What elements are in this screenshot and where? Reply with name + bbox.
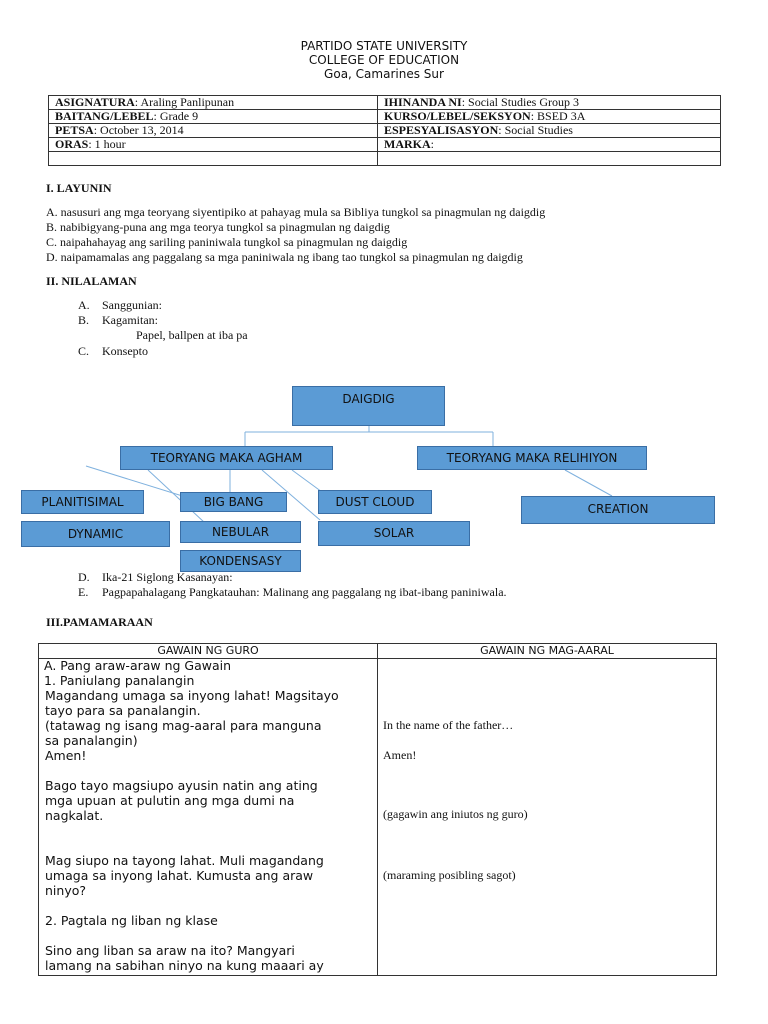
content-konsepto: Konsepto	[102, 344, 148, 358]
diagram-node-nebular: NEBULAR	[180, 521, 301, 543]
guro-line: Magandang umaga sa inyong lahat! Magsitayo	[45, 688, 339, 703]
content-letter-a: A.	[78, 298, 90, 312]
guro-line: umaga sa inyong lahat. Kumusta ang araw	[45, 868, 314, 883]
objective-c: C. naipahahayag ang sariling paniniwala tungkol sa pinagmulan ng daigdig	[46, 235, 408, 249]
guro-line: tayo para sa panalangin.	[45, 703, 201, 718]
column-divider	[377, 644, 378, 975]
content-letter-e: E.	[78, 585, 89, 599]
diagram-node-maka-relihiyon: TEORYANG MAKA RELIHIYON	[417, 446, 647, 470]
content-letter-d: D.	[78, 570, 90, 584]
column-header-mag-aaral: GAWAIN NG MAG-AARAL	[480, 644, 614, 657]
guro-line: ninyo?	[45, 883, 86, 898]
guro-line: 2. Pagtala ng liban ng klase	[45, 913, 218, 928]
info-cell: PETSA: October 13, 2014	[49, 124, 378, 138]
content-letter-b: B.	[78, 313, 90, 327]
content-siglong-kasanayan: Ika-21 Siglong Kasanayan:	[102, 570, 233, 584]
content-letter-c: C.	[78, 344, 90, 358]
info-cell: ESPESYALISASYON: Social Studies	[378, 124, 721, 138]
content-kagamitan-items: Papel, ballpen at iba pa	[136, 328, 248, 342]
info-cell: IHINANDA NI: Social Studies Group 3	[378, 96, 721, 110]
section-title-pamamaraan: III.PAMAMARAAN	[46, 615, 153, 629]
guro-line: (tatawag ng isang mag-aaral para manguna	[45, 718, 322, 733]
info-cell: MARKA:	[378, 138, 721, 152]
section-title-layunin: I. LAYUNIN	[46, 181, 112, 195]
info-cell: KURSO/LEBEL/SEKSYON: BSED 3A	[378, 110, 721, 124]
aaral-line: (gagawin ang iniutos ng guro)	[383, 807, 528, 821]
location: Goa, Camarines Sur	[324, 67, 444, 81]
info-cell: ASIGNATURA: Araling Panlipunan	[49, 96, 378, 110]
guro-line: Sino ang liban sa araw na ito? Mangyari	[45, 943, 295, 958]
diagram-node-big-bang: BIG BANG	[180, 492, 287, 512]
info-cell: BAITANG/LEBEL: Grade 9	[49, 110, 378, 124]
guro-line: Bago tayo magsiupo ayusin natin ang ating	[45, 778, 318, 793]
aaral-line: In the name of the father…	[383, 718, 514, 732]
guro-line: nagkalat.	[45, 808, 104, 823]
guro-line: mga upuan at pulutin ang mga dumi na	[45, 793, 295, 808]
objective-a: A. nasusuri ang mga teoryang siyentipiko at pahayag mula sa Bibliya tungkol sa pinagmulan ng daigdig	[46, 205, 546, 219]
diagram-root-daigdig: DAIGDIG	[292, 386, 445, 426]
content-sanggunian: Sanggunian:	[102, 298, 162, 312]
aaral-line: Amen!	[383, 748, 417, 762]
content-pagpapahalaga: Pagpapahalagang Pangkatauhan: Malinang ang paggalang ng ibat-ibang paniniwala.	[102, 585, 507, 599]
diagram-node-dynamic: DYNAMIC	[21, 521, 170, 547]
content-kagamitan: Kagamitan:	[102, 313, 158, 327]
objective-b: B. nabibigyang-puna ang mga teorya tungkol sa pinagmulan ng daigdig	[46, 220, 390, 234]
guro-line: Amen!	[45, 748, 87, 763]
diagram-node-planitisimal: PLANITISIMAL	[21, 490, 144, 514]
section-title-nilalaman: II. NILALAMAN	[46, 274, 137, 288]
guro-line: A. Pang araw-araw ng Gawain	[44, 658, 232, 673]
college-name: COLLEGE OF EDUCATION	[308, 53, 460, 67]
diagram-node-solar: SOLAR	[318, 521, 470, 546]
objective-d: D. naipamamalas ang paggalang sa mga paniniwala ng ibang tao tungkol sa pinagmulan ng daigdig	[46, 250, 523, 264]
guro-line: Mag siupo na tayong lahat. Muli magandang	[45, 853, 324, 868]
diagram-node-creation: CREATION	[521, 496, 715, 524]
guro-line: lamang na sabihan ninyo na kung maaari ay	[45, 958, 324, 973]
guro-line: sa panalangin)	[45, 733, 138, 748]
diagram-node-maka-agham: TEORYANG MAKA AGHAM	[120, 446, 333, 470]
diagram-node-dust-cloud: DUST CLOUD	[318, 490, 432, 514]
column-header-guro: GAWAIN NG GURO	[157, 644, 259, 657]
info-cell: ORAS: 1 hour	[49, 138, 378, 152]
guro-line: 1. Paniulang panalangin	[44, 673, 195, 688]
aaral-line: (maraming posibling sagot)	[383, 868, 516, 882]
university-name: PARTIDO STATE UNIVERSITY	[300, 39, 468, 53]
diagram-node-kondensasy: KONDENSASY	[180, 550, 301, 572]
